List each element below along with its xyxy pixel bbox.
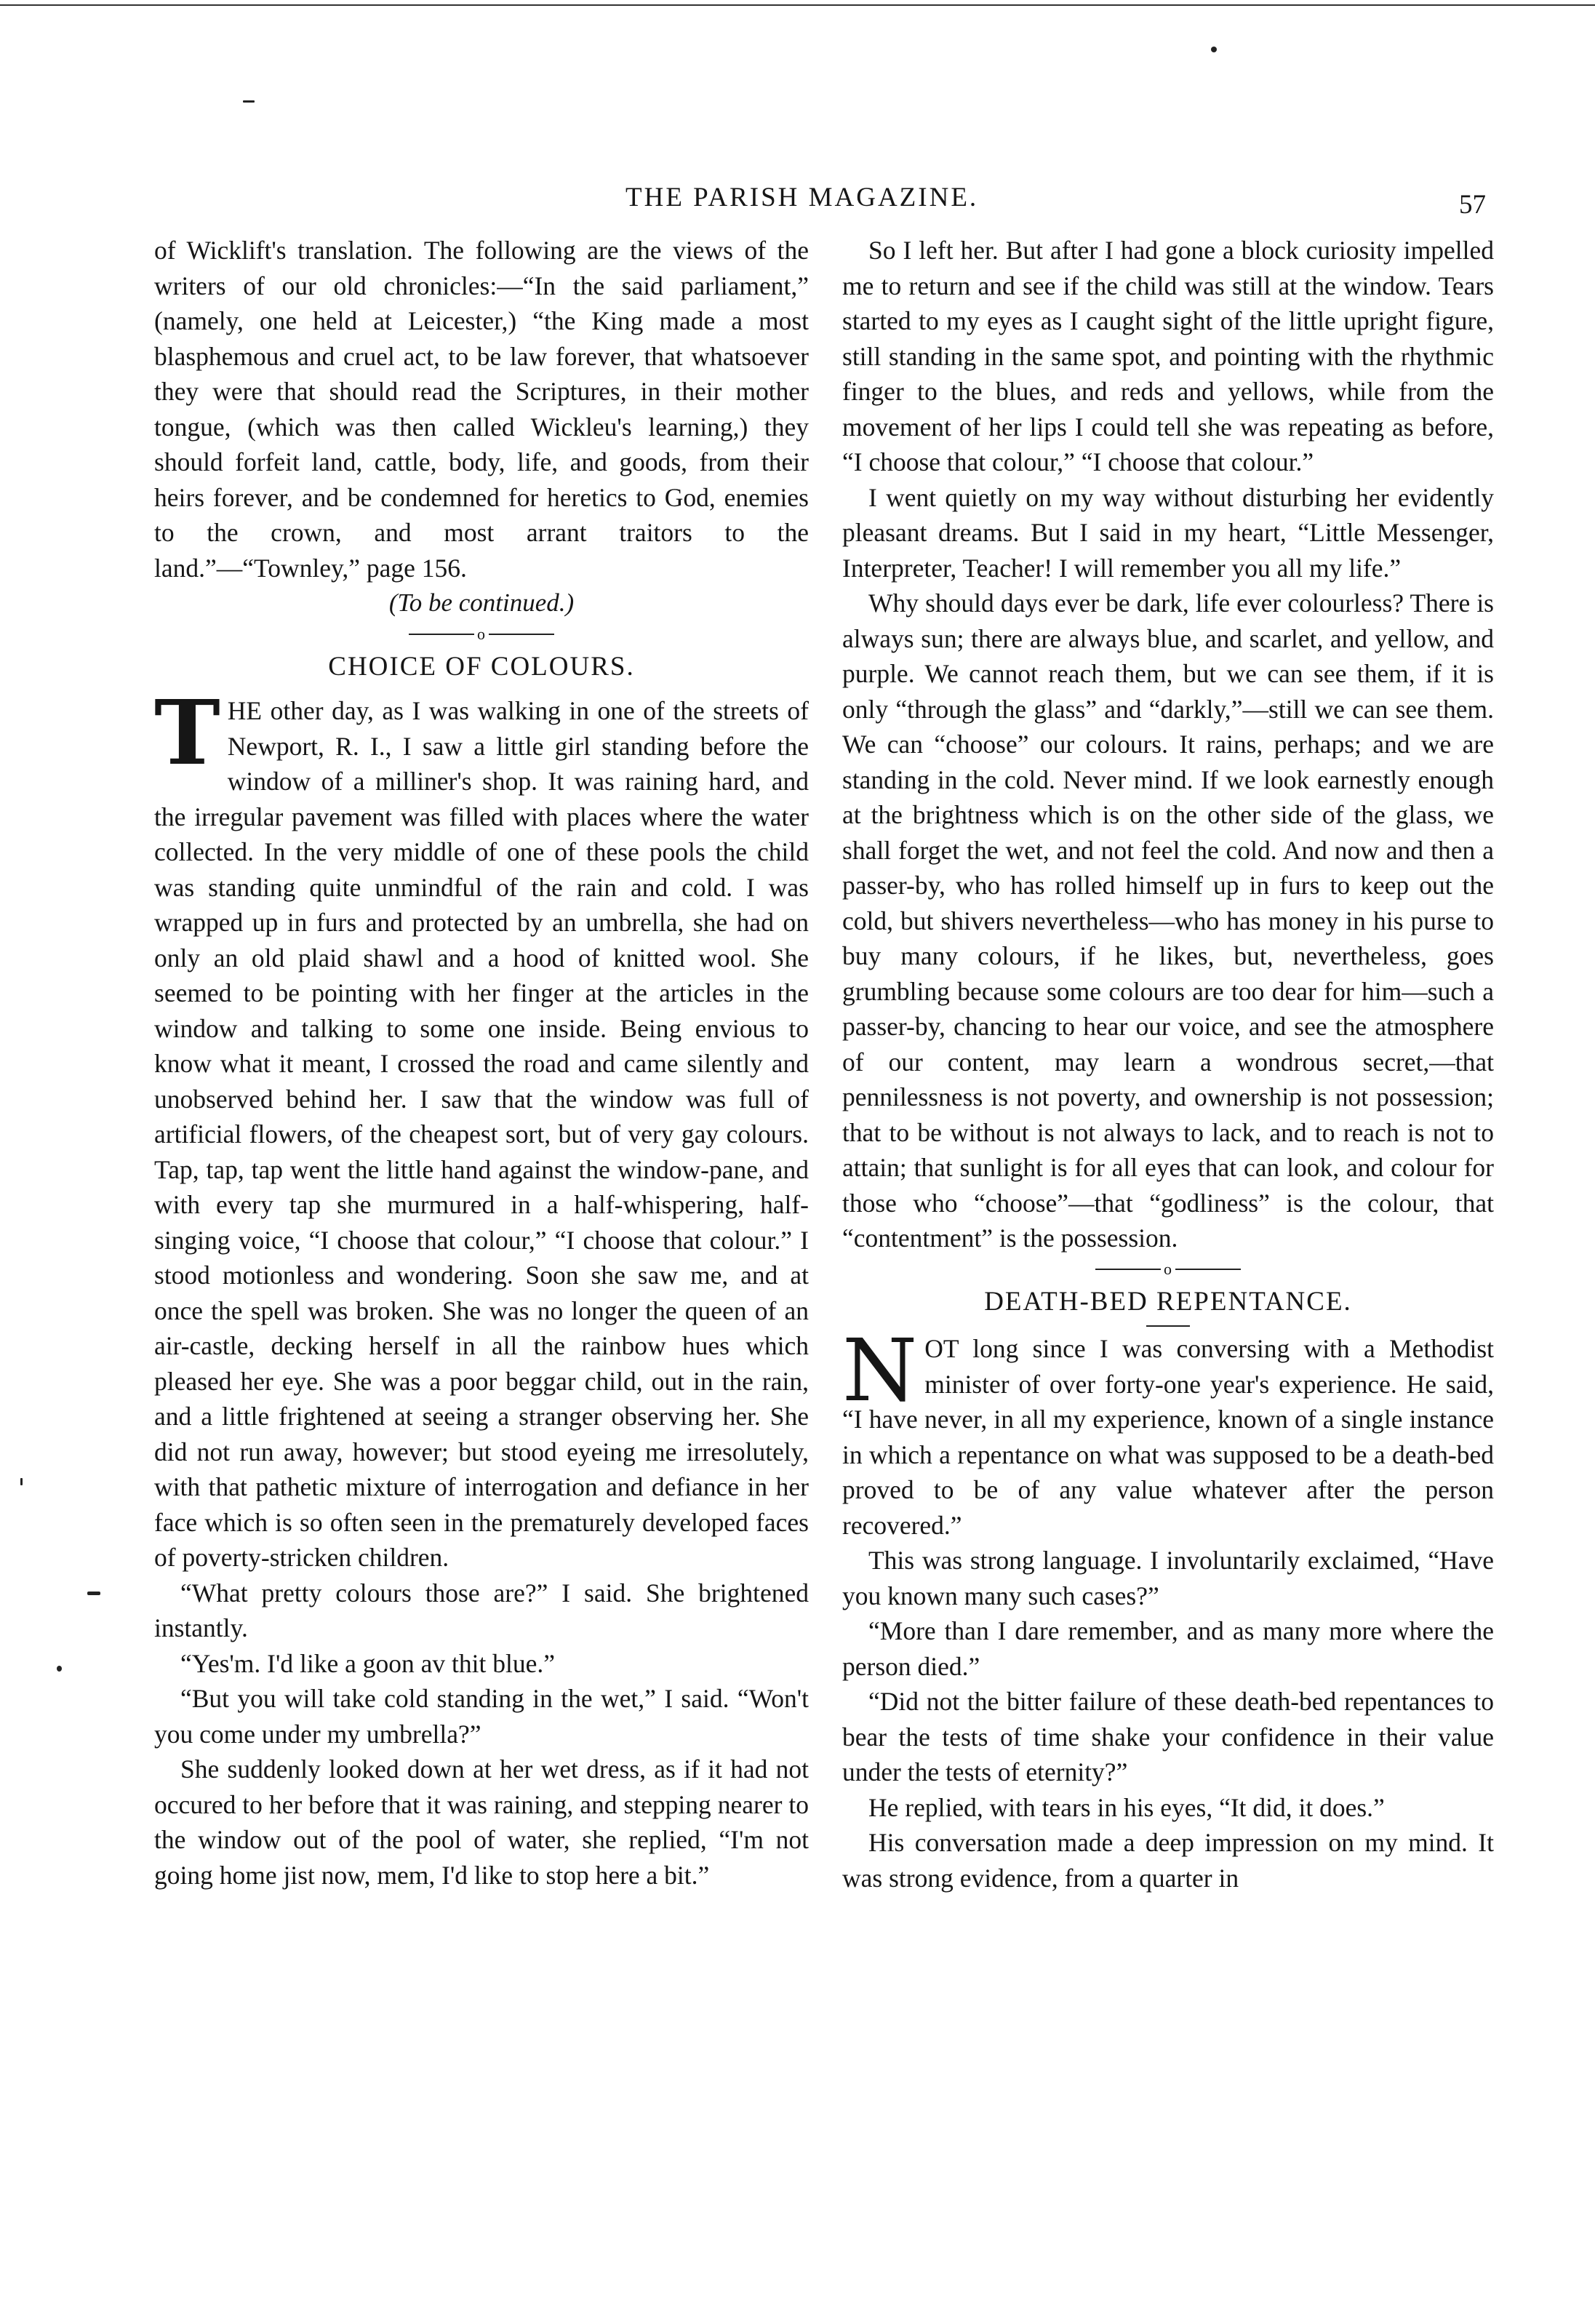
choice-paragraph-5: She suddenly looked down at her wet dress, as if it had not occured to her before that it was raining, and stepping nearer to the window out of the pool of water, she replied, “I'm not going home jist now, mem, I'd like to stop here a bit.”	[154, 1754, 809, 1890]
choice-paragraph-3: “Yes'm. I'd like a goon av thit blue.”	[180, 1648, 555, 1678]
separator-rule	[1175, 1269, 1241, 1270]
section-separator	[842, 1258, 1494, 1281]
death-paragraph-1-text: OT long since I was conversing with a Methodist minister of over forty-one year's experience. He said, “I have never, in all my experience, known of a single instance in which a repentance on what was supposed to be a death-bed proved to be of any value whatever after the person recovered.”	[842, 1334, 1494, 1540]
choice-paragraph-2: “What pretty colours those are?” I said. She brightened instantly.	[154, 1578, 809, 1643]
choice-paragraph-8: Why should days ever be dark, life ever colourless? There is always sun; there are always blue, and scarlet, and yellow, and purple. We cannot reach them, but we can see them, if it is only “through the glass” and “darkly,”—still we can see them. We can “choose” our colours. It rains, perhaps; and we are standing in the cold. Never mind. If we look earnestly enough at the brightness which is on the other side of the glass, we shall forget the wet, and not feel the cold. And now and then a passer-by, who has rolled himself up in furs to keep out the cold, but shivers nevertheless—who has money in his purse to buy many colours, if he likes, but, nevertheless, goes grumbling because some colours are too dear for him—such a passer-by, chancing to hear our voice, and see the atmosphere of our content, may learn a wondrous secret,—that pennilessness is not poverty, and ownership is not possession; that to be without is not always to lack, and to reach is not to attain; that sunlight is for all eyes that can look, and colour for those who “choose”—that “godliness” is the colour, that “contentment” is the possession.	[842, 588, 1494, 1253]
page-number: 57	[1459, 190, 1486, 220]
death-paragraph-4: “Did not the bitter failure of these death-bed repentances to bear the tests of time shake your confidence in their value under the tests of eternity?”	[842, 1687, 1494, 1787]
separator-rule	[1095, 1269, 1161, 1270]
separator-mark: o	[1164, 1260, 1172, 1279]
section-title-death-bed-repentance: DEATH-BED REPENTANCE.	[984, 1287, 1352, 1317]
death-paragraph-6: His conversation made a deep impression on my mind. It was strong evidence, from a quarter in	[842, 1828, 1494, 1893]
choice-paragraph-1	[154, 680, 809, 1576]
death-paragraph-2: This was strong language. I involuntarily exclaimed, “Have you known many such cases?”	[842, 1546, 1494, 1610]
choice-paragraph-1-text: HE other day, as I was walking in one of the streets of Newport, R. I., I saw a little girl standing before the window of a milliner's shop. It was raining hard, and the irregular pavement was filled with places where the water collected. In the very middle of one of these pools the child was standing quite unmindful of the rain and cold. I was wrapped up in furs and protected by an umbrella, she had on only an old plaid shawl and a hood of knitted wool. She seemed to be pointing with her finger at the articles in the window and talking to some one inside. Being envious to know what it meant, I crossed the road and came silently and unobserved behind her. I saw that the window was full of artificial flowers, of the cheapest sort, but of very gay colours. Tap, tap, tap went the little hand against the window-pane, and with every tap she murmured in a half-whispering, half-singing voice, “I choose that colour,” “I choose that colour.” I stood motionless and wondering. Soon she saw me, and at once the spell was broken. She was no longer the queen of an air-castle, decking herself in all the rainbow hues which pleased her eye. She was a poor beggar child, out in the rain, and a little frightened at seeing a stranger observing her. She did not run away, however; but stood eyeing me irresolutely, with that pathetic mixture of interrogation and defiance in her face which is so often seen in the prematurely developed faces of poverty-stricken children.	[154, 696, 809, 1573]
death-paragraph-5: He replied, with tears in his eyes, “It did, it does.”	[868, 1792, 1385, 1822]
ink-speck	[20, 1478, 23, 1485]
section-title-choice-of-colours: CHOICE OF COLOURS.	[328, 652, 635, 682]
title-underline	[1146, 1325, 1190, 1327]
right-column	[842, 233, 1494, 1896]
top-rule	[0, 4, 1595, 6]
ink-speck	[243, 100, 255, 103]
wicklif-paragraph: of Wicklift's translation. The following are the views of the writers of our old chronicles:—“In the said parliament,” (namely, one held at Leicester,) “the King made a most blasphemous and cruel act, to be law forever, that whatsoever they were that should read the Scriptures, in their mother tongue, (which was then called Wickleu's learning,) they should forfeit land, cattle, body, life, and goods, from their heirs forever, and be condemned for heretics to God, enemies to the crown, and most arrant traitors to the land.”—“Townley,” page 156.	[154, 236, 809, 583]
death-paragraph-1	[842, 1320, 1494, 1543]
ink-speck	[87, 1592, 100, 1595]
death-paragraph-3: “More than I dare remember, and as many more where the person died.”	[842, 1616, 1494, 1681]
magazine-title: THE PARISH MAGAZINE.	[625, 183, 979, 212]
ink-speck	[57, 1666, 62, 1672]
drop-cap: N	[842, 1320, 918, 1421]
left-column	[154, 233, 809, 1893]
to-be-continued: (To be continued.)	[388, 588, 575, 617]
choice-paragraph-6: So I left her. But after I had gone a block curiosity impelled me to return and see if the child was still at the window. Tears started to my eyes as I caught sight of the little upright figure, still standing in the same spot, and pointing with the rhythmic finger to the blues, and reds and yellows, while from the movement of her lips I could tell she was repeating as before, “I choose that colour,” “I choose that colour.”	[842, 236, 1494, 476]
ink-speck	[1211, 47, 1217, 52]
choice-paragraph-7: I went quietly on my way without disturbing her evidently pleasant dreams. But I said in my heart, “Little Messenger, Interpreter, Teacher! I will remember you all my life.”	[842, 482, 1494, 583]
separator-rule	[409, 634, 474, 635]
section-separator	[154, 623, 809, 646]
separator-mark: o	[477, 625, 486, 644]
running-header	[0, 182, 1595, 225]
choice-paragraph-4: “But you will take cold standing in the wet,” I said. “Won't you come under my umbrella?”	[154, 1684, 809, 1749]
drop-cap: T	[154, 680, 220, 786]
separator-rule	[489, 634, 554, 635]
